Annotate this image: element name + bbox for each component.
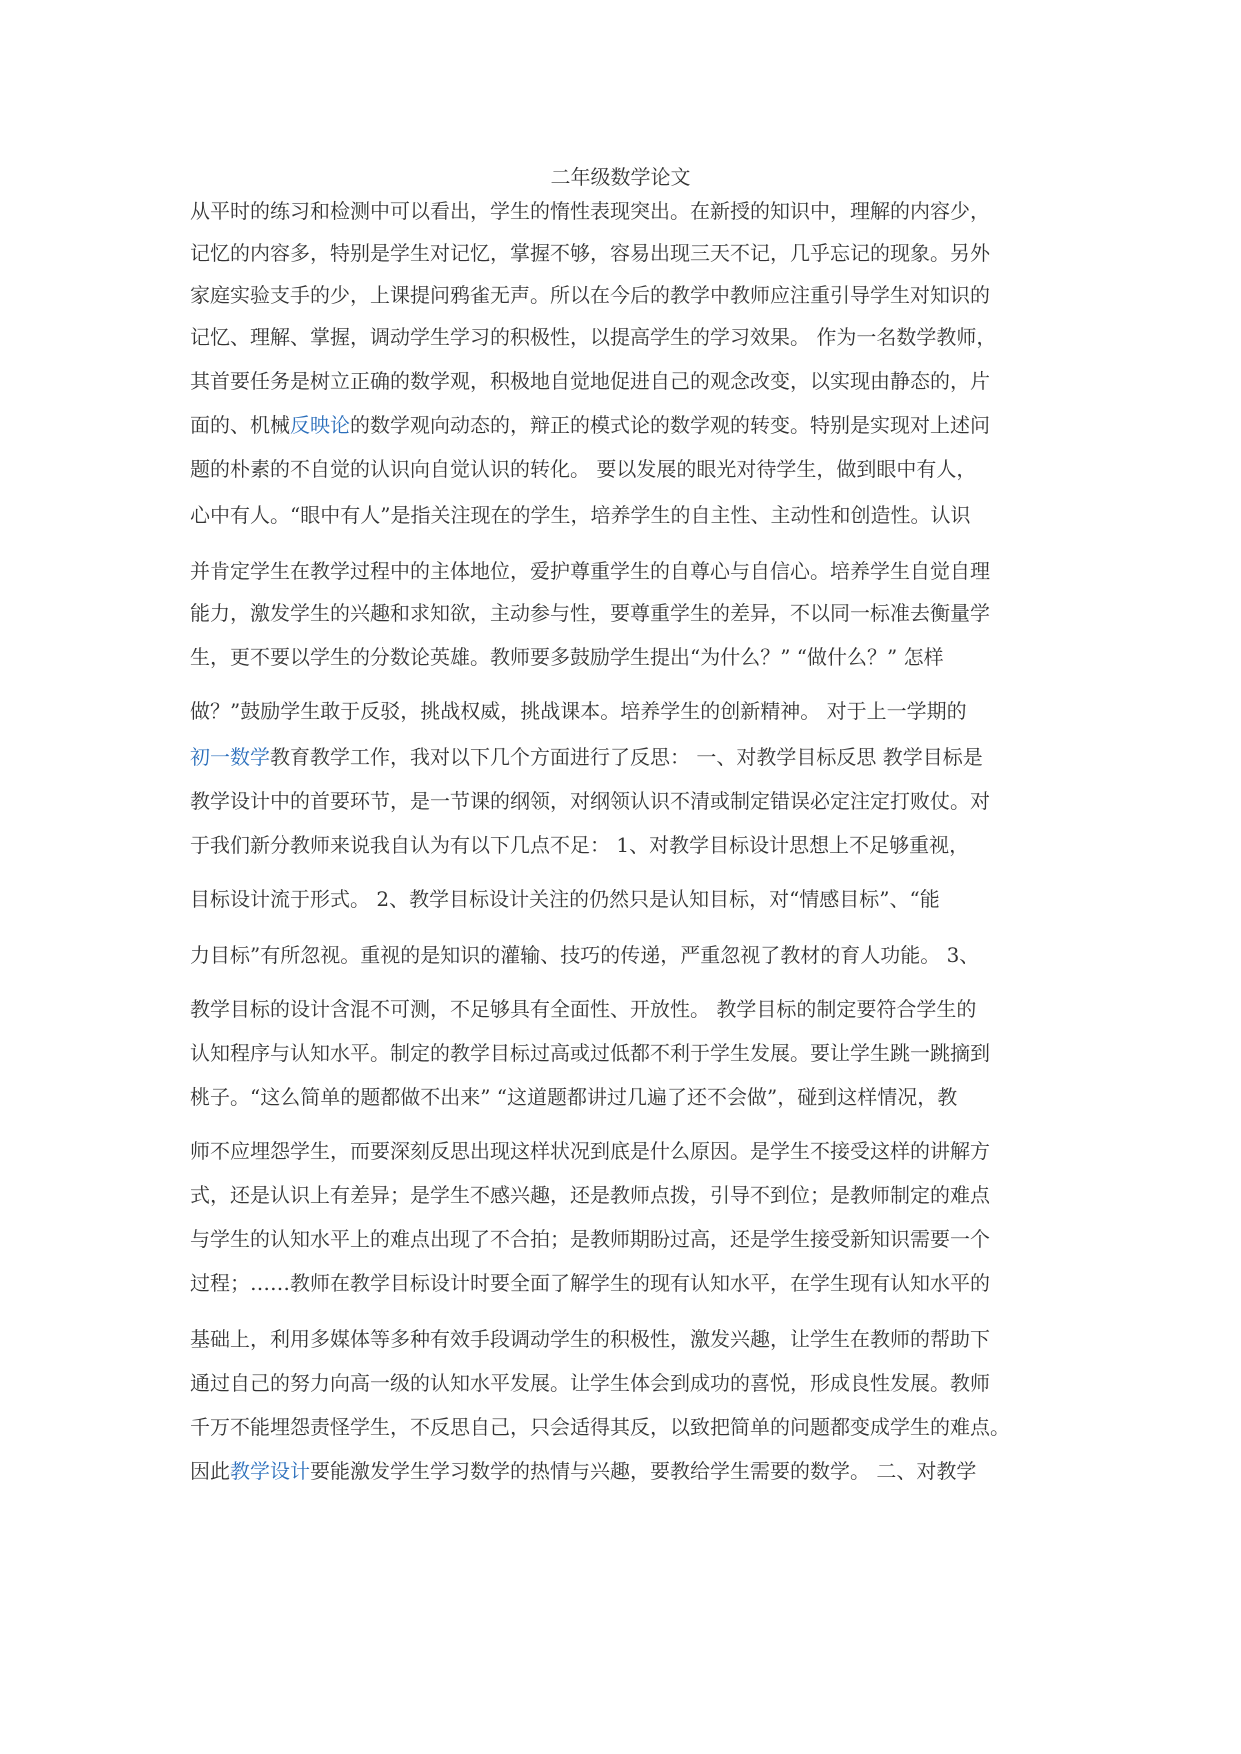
text-run: 记忆的内容多，特别是学生对记忆，掌握不够，容易出现三天不记，几乎忘记的现象。另外 bbox=[190, 241, 990, 265]
inline-link[interactable]: 初一数学 bbox=[190, 745, 270, 769]
text-line bbox=[190, 558, 1070, 584]
text-line bbox=[190, 600, 1070, 626]
text-run: 因此 bbox=[190, 1459, 230, 1483]
text-run: 要能激发学生学习数学的热情与兴趣，要教给学生需要的数学。 二、对教学 bbox=[310, 1459, 977, 1483]
text-run: 的数学观向动态的，辩正的模式论的数学观的转变。特别是实现对上述问 bbox=[350, 413, 990, 437]
text-line bbox=[190, 1370, 1070, 1396]
text-run: 教育教学工作，我对以下几个方面进行了反思： 一、对教学目标反思 教学目标是 bbox=[270, 745, 983, 769]
text-run: 千万不能埋怨责怪学生，不反思自己，只会适得其反，以致把简单的问题都变成学生的难点。 bbox=[190, 1415, 1010, 1439]
text-run: 做？”鼓励学生敢于反驳，挑战权威，挑战课本。培养学生的创新精神。 对于上一学期的 bbox=[190, 699, 967, 723]
text-run: 从平时的练习和检测中可以看出，学生的惰性表现突出。在新授的知识中，理解的内容少， bbox=[190, 199, 990, 223]
text-line bbox=[190, 502, 1070, 528]
text-line bbox=[190, 832, 1070, 858]
text-run: 记忆、理解、掌握，调动学生学习的积极性，以提高学生的学习效果。 作为一名数学教师， bbox=[190, 325, 997, 349]
text-line bbox=[190, 1138, 1070, 1164]
text-run: 能力，激发学生的兴趣和求知欲，主动参与性，要尊重学生的差异，不以同一标准去衡量学 bbox=[190, 601, 990, 625]
text-run: 力目标”有所忽视。重视的是知识的灌输、技巧的传递，严重忽视了教材的育人功能。 3、 bbox=[190, 943, 980, 967]
text-run: 面的、机械 bbox=[190, 413, 290, 437]
text-run: 基础上，利用多媒体等多种有效手段调动学生的积极性，激发兴趣，让学生在教师的帮助下 bbox=[190, 1327, 990, 1351]
inline-link[interactable]: 教学设计 bbox=[230, 1459, 310, 1483]
text-run: 教学设计中的首要环节，是一节课的纲领，对纲领认识不清或制定错误必定注定打败仗。对 bbox=[190, 789, 990, 813]
text-line bbox=[190, 1182, 1070, 1208]
inline-link[interactable]: 反映论 bbox=[290, 413, 350, 437]
text-run: 过程；……教师在教学目标设计时要全面了解学生的现有认知水平，在学生现有认知水平的 bbox=[190, 1271, 990, 1295]
text-line bbox=[190, 1414, 1070, 1440]
text-line bbox=[190, 324, 1070, 350]
text-run: 式，还是认识上有差异；是学生不感兴趣，还是教师点拨，引导不到位；是教师制定的难点 bbox=[190, 1183, 990, 1207]
text-run: 师不应埋怨学生，而要深刻反思出现这样状况到底是什么原因。是学生不接受这样的讲解方 bbox=[190, 1139, 990, 1163]
text-line bbox=[190, 1326, 1070, 1352]
text-line bbox=[190, 1226, 1070, 1252]
text-line bbox=[190, 942, 1070, 968]
text-line bbox=[190, 1084, 1070, 1110]
text-line bbox=[190, 886, 1070, 912]
text-line bbox=[190, 788, 1070, 814]
text-run: 与学生的认知水平上的难点出现了不合拍；是教师期盼过高，还是学生接受新知识需要一个 bbox=[190, 1227, 990, 1251]
text-run: 认知程序与认知水平。制定的教学目标过高或过低都不利于学生发展。要让学生跳一跳摘到 bbox=[190, 1041, 990, 1065]
text-line bbox=[190, 1270, 1070, 1296]
text-line bbox=[190, 282, 1070, 308]
text-line bbox=[190, 644, 1070, 670]
text-line bbox=[190, 198, 1070, 224]
text-line bbox=[190, 1040, 1070, 1066]
text-run: 生，更不要以学生的分数论英雄。教师要多鼓励学生提出“为什么？” “做什么？” 怎样 bbox=[190, 645, 944, 669]
text-run: 于我们新分教师来说我自认为有以下几点不足： 1、对教学目标设计思想上不足够重视， bbox=[190, 833, 970, 857]
text-run: 目标设计流于形式。 2、教学目标设计关注的仍然只是认知目标，对“情感目标”、“能 bbox=[190, 887, 940, 911]
text-run: 家庭实验支手的少，上课提问鸦雀无声。所以在今后的教学中教师应注重引导学生对知识的 bbox=[190, 283, 990, 307]
text-line bbox=[190, 698, 1070, 724]
text-line bbox=[190, 996, 1070, 1022]
text-line bbox=[190, 456, 1070, 482]
text-line bbox=[190, 1458, 1070, 1484]
text-line bbox=[190, 368, 1070, 394]
text-line bbox=[190, 744, 1070, 770]
text-line bbox=[190, 412, 1070, 438]
text-line bbox=[190, 240, 1070, 266]
text-run: 题的朴素的不自觉的认识向自觉认识的转化。 要以发展的眼光对待学生，做到眼中有人， bbox=[190, 457, 977, 481]
text-run: 心中有人。“眼中有人”是指关注现在的学生，培养学生的自主性、主动性和创造性。认识 bbox=[190, 503, 971, 527]
text-run: 教学目标的设计含混不可测，不足够具有全面性、开放性。 教学目标的制定要符合学生的 bbox=[190, 997, 977, 1021]
text-run: 并肯定学生在教学过程中的主体地位，爱护尊重学生的自尊心与自信心。培养学生自觉自理 bbox=[190, 559, 990, 583]
document-title: 二年级数学论文 bbox=[550, 165, 691, 189]
text-run: 其首要任务是树立正确的数学观，积极地自觉地促进自己的观念改变，以实现由静态的，片 bbox=[190, 369, 990, 393]
text-run: 通过自己的努力向高一级的认知水平发展。让学生体会到成功的喜悦，形成良性发展。教师 bbox=[190, 1371, 990, 1395]
text-run: 桃子。“这么简单的题都做不出来” “这道题都讲过几遍了还不会做”，碰到这样情况，教 bbox=[190, 1085, 958, 1109]
